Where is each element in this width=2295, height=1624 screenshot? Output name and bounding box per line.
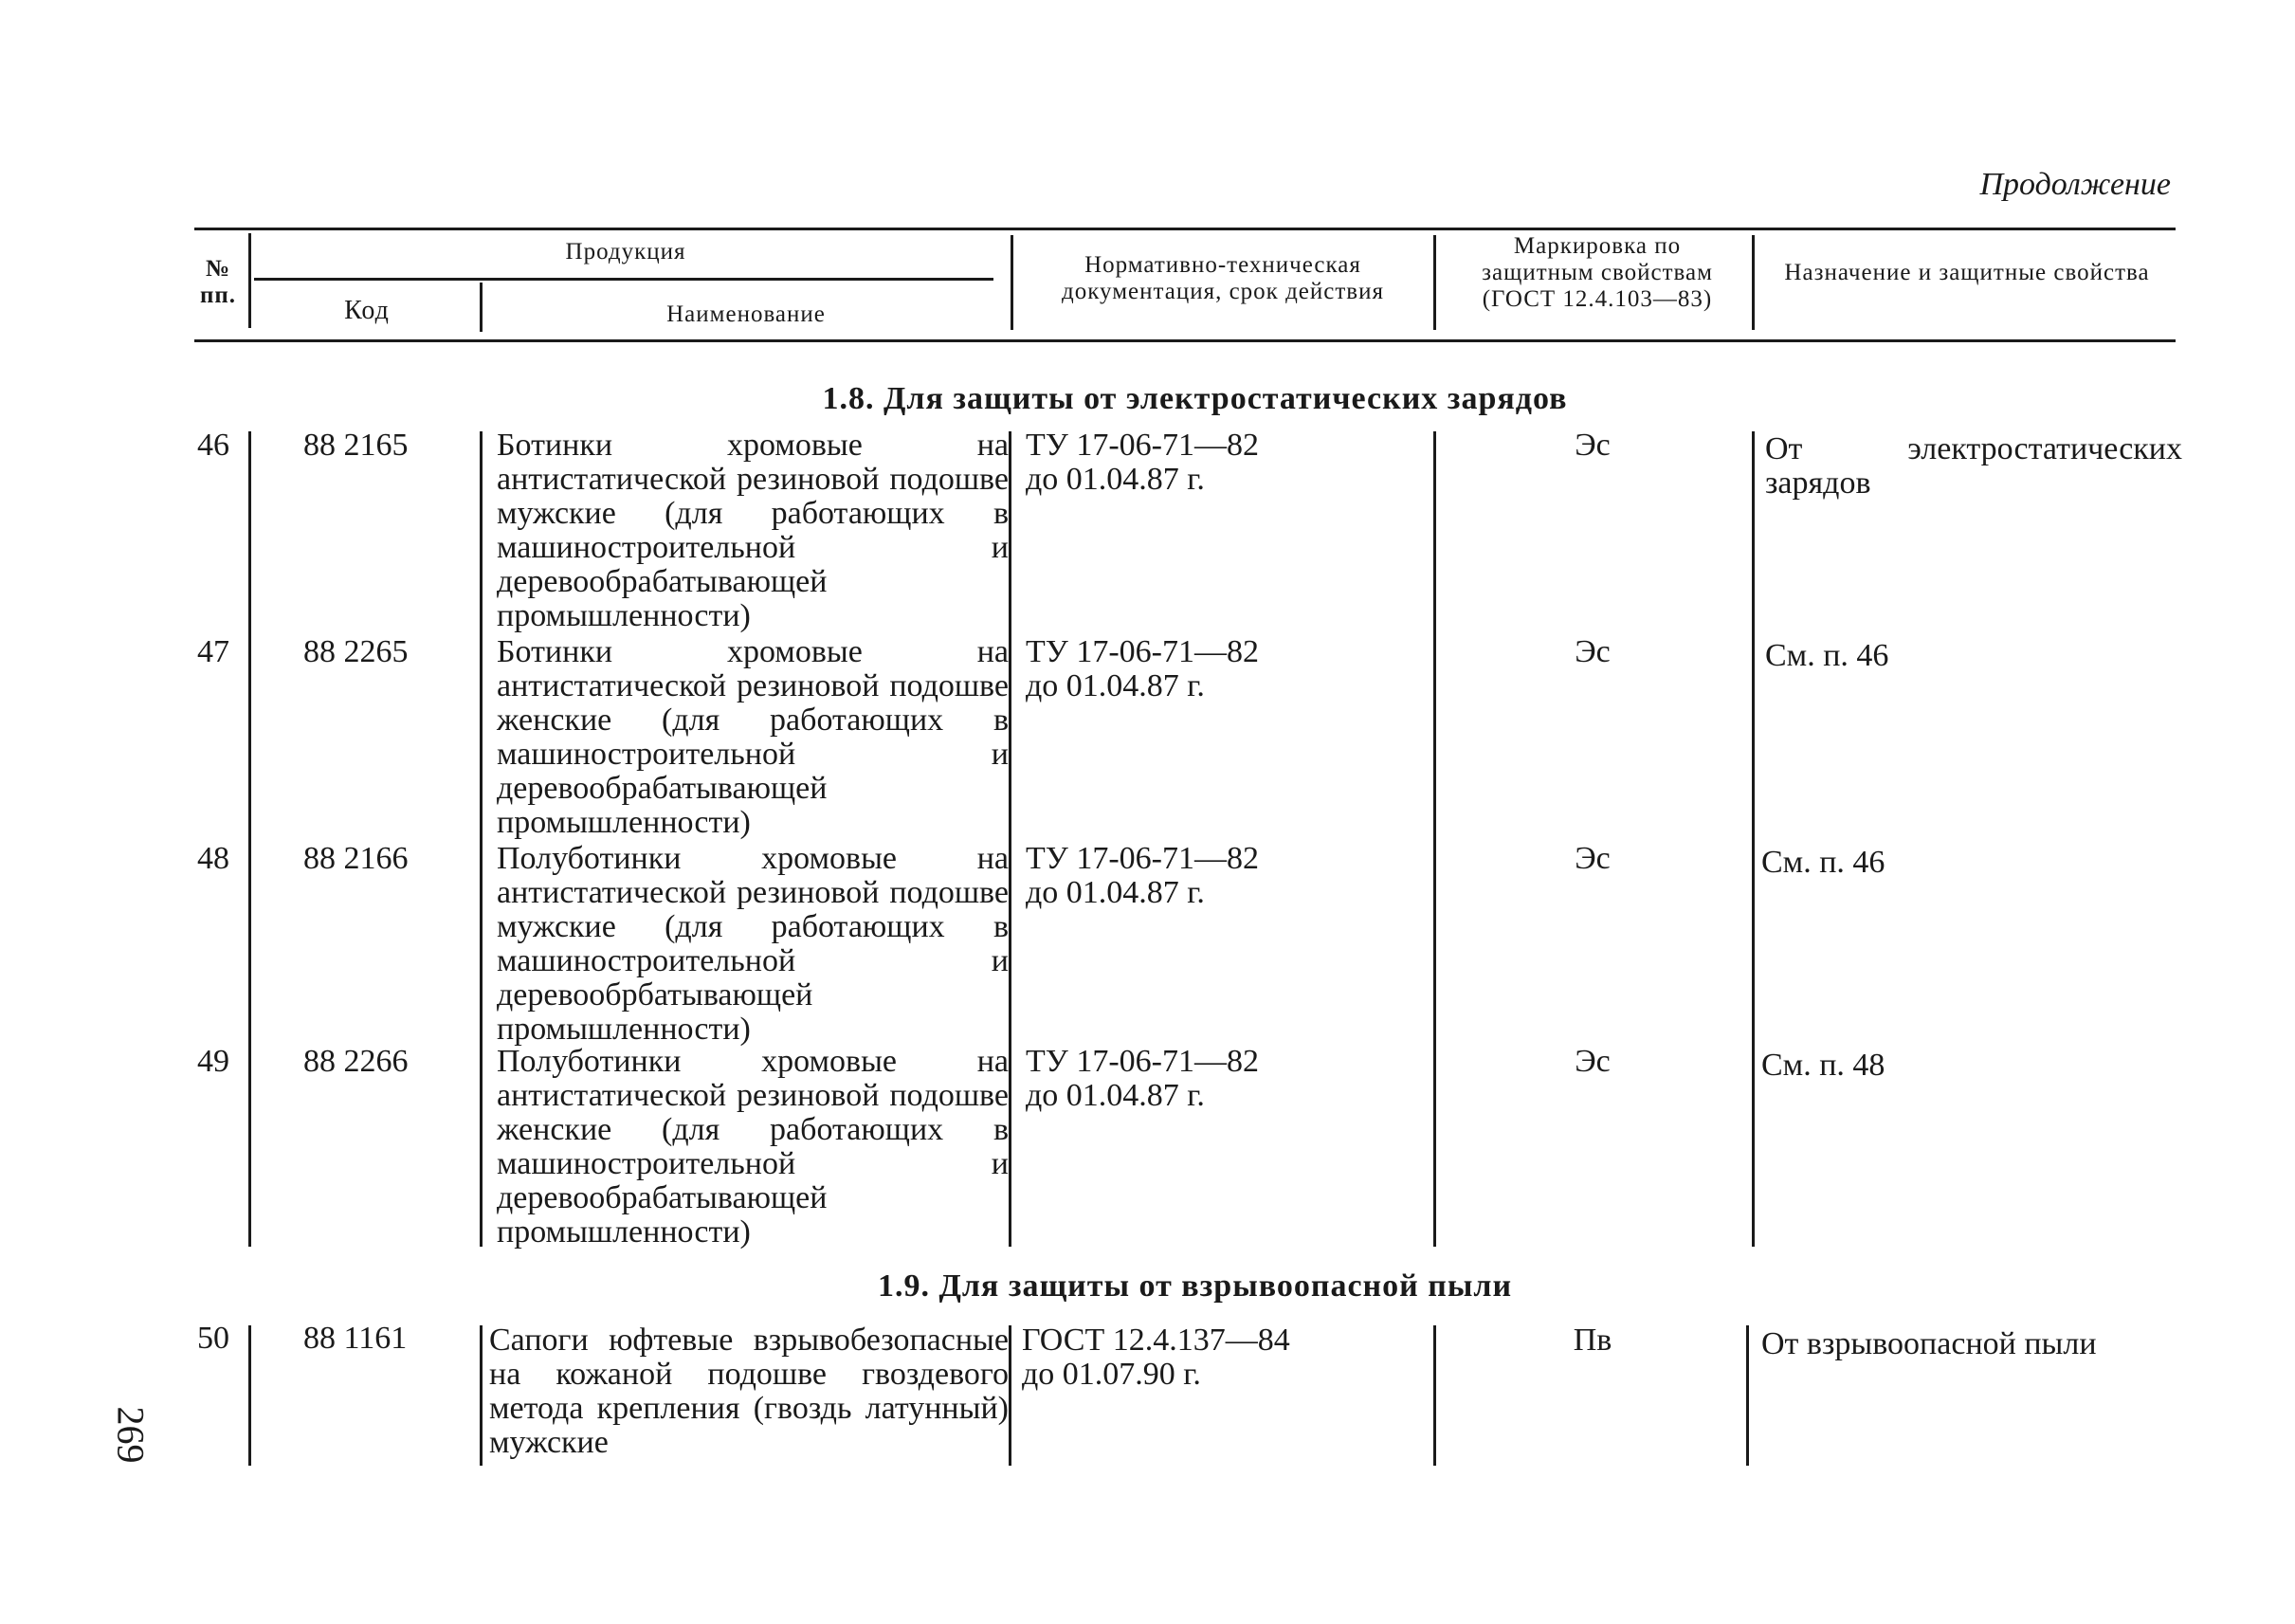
standard-document: ТУ 17-06-71—82 до 01.04.87 г.: [1026, 1044, 1259, 1113]
purpose-text: См. п. 46: [1765, 638, 1889, 673]
header-name: Наименование: [666, 301, 826, 327]
product-header-rule: [254, 278, 993, 281]
product-name: Ботинки хромовые на антистатической резиновой подошве мужские (для работающих в машиностроительной и деревообрабатывающей промышленности): [497, 428, 1009, 633]
header-divider-no: [248, 233, 251, 328]
purpose-text: От взрывоопасной пыли: [1761, 1326, 2097, 1361]
header-no: № пп.: [199, 256, 237, 308]
header-code: Код: [344, 296, 390, 325]
continuation-label: Продолжение: [1979, 167, 2171, 202]
body-divider-purpose: [1746, 1325, 1749, 1466]
purpose-text: От электростатических зарядов: [1765, 431, 2182, 501]
header-product: Продукция: [565, 239, 686, 265]
body-divider-doc: [1009, 1325, 1011, 1466]
row-number: 46: [197, 428, 229, 463]
standard-document: ТУ 17-06-71—82 до 01.04.87 г.: [1026, 634, 1259, 703]
purpose-text: См. п. 46: [1761, 845, 1885, 880]
protection-marking: Эс: [1575, 634, 1611, 669]
page-number: 269: [109, 1406, 153, 1464]
protection-marking: Пв: [1573, 1323, 1612, 1358]
body-divider-marking: [1433, 1325, 1436, 1466]
row-number: 49: [197, 1044, 229, 1079]
product-code: 88 2266: [303, 1044, 409, 1079]
header-divider-purpose: [1752, 235, 1755, 330]
protection-marking: Эс: [1575, 1044, 1611, 1079]
standard-document: ГОСТ 12.4.137—84 до 01.07.90 г.: [1022, 1323, 1290, 1392]
standard-document: ТУ 17-06-71—82 до 01.04.87 г.: [1026, 841, 1259, 910]
header-divider-code: [480, 283, 483, 332]
product-code: 88 2165: [303, 428, 409, 463]
table-header-bottom-rule: [194, 339, 2176, 342]
header-divider-doc: [1011, 235, 1013, 330]
product-name: Сапоги юфтевые взрывобезопасные на кожаной подошве гвоздевого метода крепления (гвоздь латунный) мужские: [489, 1323, 1009, 1460]
body-divider-no: [248, 1325, 251, 1466]
header-divider-marking: [1433, 235, 1436, 330]
body-divider-no: [248, 431, 251, 1247]
header-doc: Нормативно-техническая документация, срок действия: [1062, 252, 1384, 304]
product-code: 88 2166: [303, 841, 409, 876]
protection-marking: Эс: [1575, 428, 1611, 463]
header-purpose: Назначение и защитные свойства: [1784, 260, 2150, 285]
product-code: 88 2265: [303, 634, 409, 669]
row-number: 47: [197, 634, 229, 669]
product-name: Ботинки хромовые на антистатической резиновой подошве женские (для работающих в машиностроительной и деревообрабатывающей промышленности): [497, 634, 1009, 840]
product-name: Полуботинки хромовые на антистатической резиновой подошве мужские (для работающих в машиностроительной и деревообрбатывающей промышленности): [497, 841, 1009, 1047]
purpose-text: См. п. 48: [1761, 1048, 1885, 1083]
row-number: 48: [197, 841, 229, 876]
product-code: 88 1161: [303, 1321, 408, 1356]
body-divider-marking: [1433, 431, 1436, 1247]
standard-document: ТУ 17-06-71—82 до 01.04.87 г.: [1026, 428, 1259, 497]
section-title: 1.9. Для защиты от взрывоопасной пыли: [877, 1268, 1513, 1304]
body-divider-purpose: [1752, 431, 1755, 1247]
header-marking: Маркировка по защитным свойствам (ГОСТ 12.4.103—83): [1482, 233, 1713, 312]
product-name: Полуботинки хромовые на антистатической резиновой подошве женские (для работающих в машиностроительной и деревообрабатывающей промышленности): [497, 1044, 1009, 1250]
section-title: 1.8. Для защиты от электростатических зарядов: [822, 381, 1568, 416]
body-divider-code: [480, 1325, 483, 1466]
table-top-rule: [194, 228, 2176, 230]
body-divider-doc: [1009, 431, 1011, 1247]
protection-marking: Эс: [1575, 841, 1611, 876]
body-divider-code: [480, 431, 483, 1247]
row-number: 50: [197, 1321, 229, 1356]
